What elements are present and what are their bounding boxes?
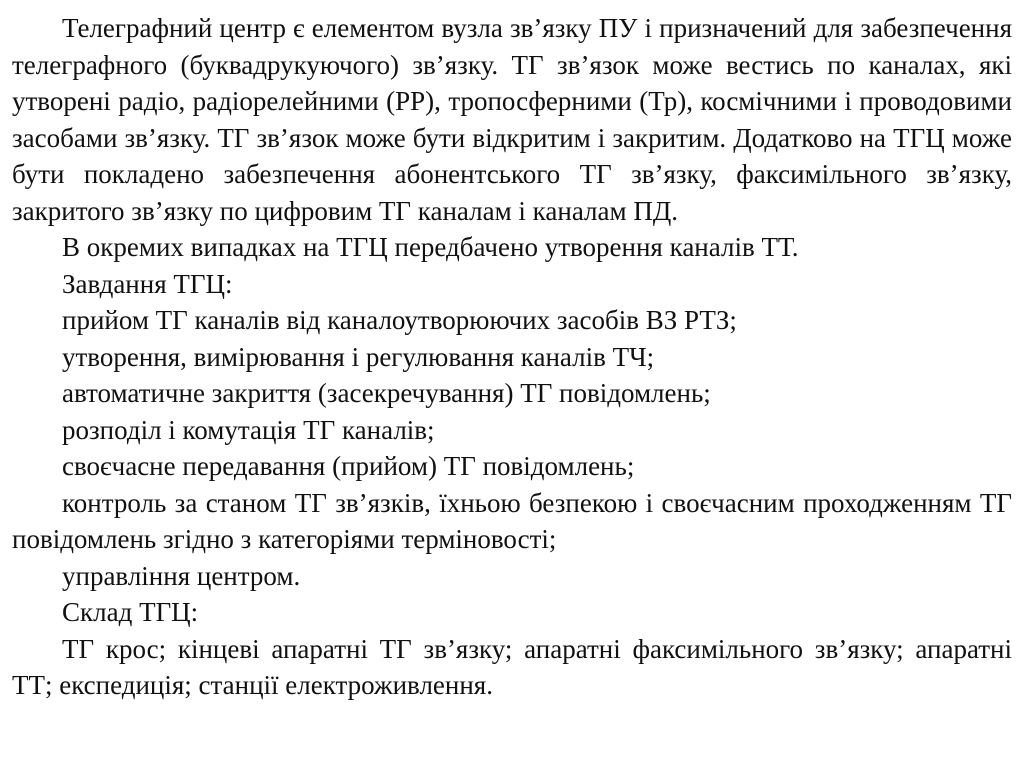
tasks-heading: Завдання ТГЦ: (62, 268, 233, 299)
document-page (12, 10, 1012, 758)
list-item-text: автоматичне закриття (засекречування) ТГ повідомлень; (62, 378, 711, 408)
list-item-text: управління центром. (62, 560, 301, 591)
list-item (12, 485, 1012, 558)
list-item (12, 412, 1012, 449)
special-cases-paragraph: В окремих випадках на ТГЦ передбачено утворення каналів ТТ. (62, 232, 799, 262)
list-item-text: своєчасне передавання (прийом) ТГ повідомлень; (62, 451, 635, 481)
composition-heading: Склад ТГЦ: (62, 597, 199, 627)
tasks-list (12, 302, 1012, 594)
composition-paragraph: ТГ крос; кінцеві апаратні ТГ зв’язку; апаратні факсимільного зв’язку; апаратні ТТ; експедиція; станції електроживлення. (12, 633, 1012, 700)
list-item-text: прийом ТГ каналів від каналоутворюючих засобів ВЗ РТЗ; (62, 305, 737, 335)
list-item (12, 448, 1012, 485)
list-item-text: утворення, вимірювання і регулювання каналів ТЧ; (62, 341, 655, 372)
list-item (12, 339, 1012, 376)
list-item (12, 375, 1012, 412)
list-item-text: контроль за станом ТГ зв’язків, їхньою безпекою і своєчасним проходженням ТГ повідомлень згідно з категоріями терміновості; (12, 487, 1012, 554)
list-item (12, 558, 1012, 595)
list-item (12, 302, 1012, 339)
intro-paragraph: Телеграфний центр є елементом вузла зв’язку ПУ і призначений для забезпечення телеграфного (буквадрукуючого) зв’язку. ТГ зв’язок може вестись по каналах, які утворені радіо, радіорелейними (РР), тропосферними (Тр), космічними і проводовими засобами зв’язку. ТГ зв’язок може бути відкритим і закритим. Додатково на ТГЦ може бути покладено забезпечення абонентського ТГ зв’язку, факсимільного зв’язку, закритого зв’язку по цифровим ТГ каналам і каналам ПД. (12, 13, 1012, 226)
list-item-text: розподіл і комутація ТГ каналів; (62, 414, 435, 445)
